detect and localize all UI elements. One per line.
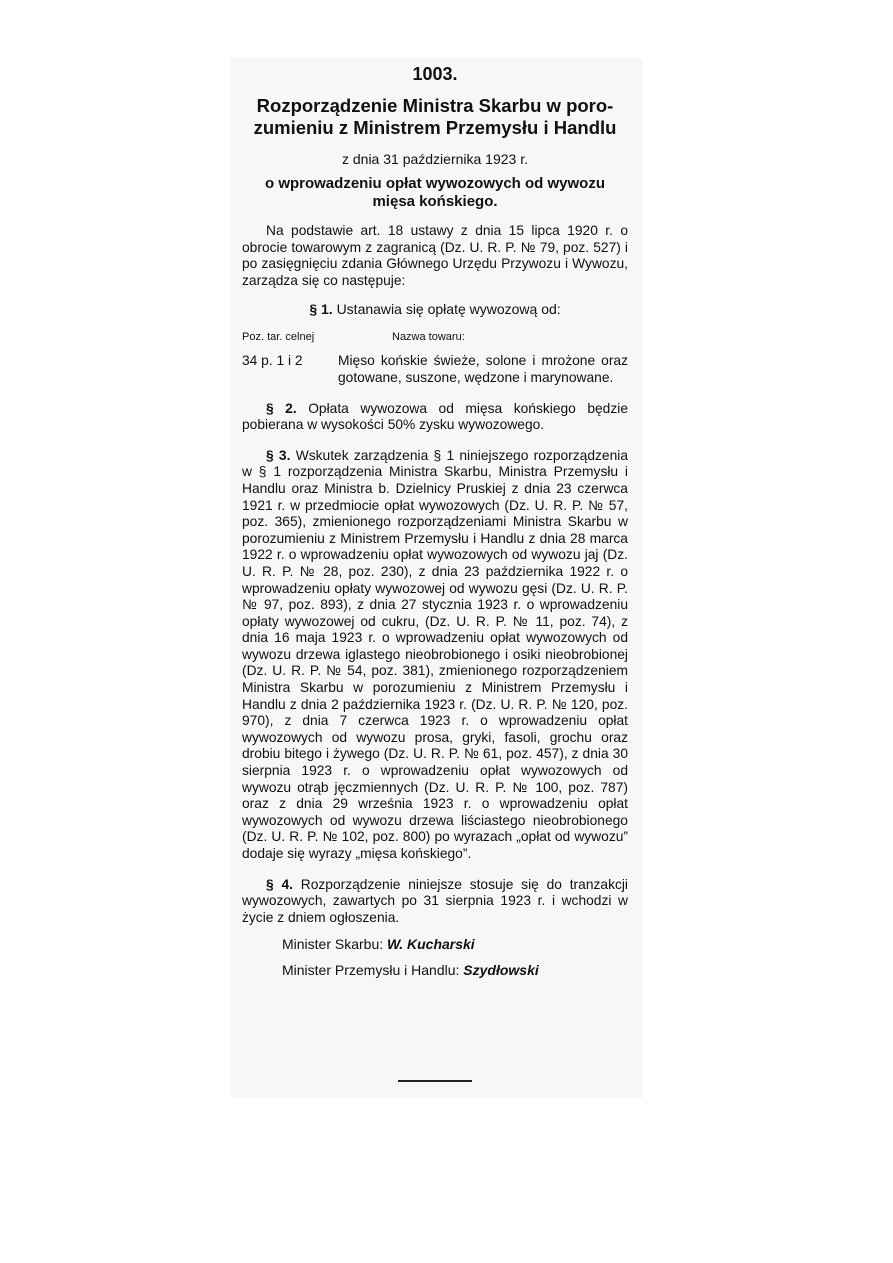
document-subject — [242, 175, 628, 211]
signature-industry-minister — [282, 962, 628, 978]
section-2-number: § 2. — [266, 400, 297, 416]
section-1-number: § 1. — [309, 301, 333, 318]
section-4-number: § 4. — [266, 876, 293, 892]
intro-paragraph: Na podstawie art. 18 ustawy z dnia 15 lipca 1920 r. o obrocie towarowym z zagranicą (Dz. U. R. P. № 79, poz. 527) i po zasięgnięciu zdania Głównego Urzędu Przywozu i Wywozu, zarządza się co następuje: — [242, 223, 628, 288]
section-3-number: § 3. — [266, 447, 291, 463]
signature-2-label: Minister Przemysłu i Handlu: — [282, 962, 460, 979]
document-title — [242, 95, 628, 139]
subject-line-1: o wprowadzeniu opłat wywozowych od wywozu — [264, 175, 605, 192]
section-4 — [242, 877, 628, 927]
header-goods-name: Nazwa towaru: — [392, 331, 465, 344]
signature-1-label: Minister Skarbu: — [282, 936, 384, 953]
section-3-text: Wskutek zarządzenia § 1 niniejszego rozporządzenia w § 1 rozporządzenia Ministra Skarbu, Ministra Przemysłu i Handlu oraz Ministra b. Dzielnicy Pruskiej z dnia 23 czerwca 1921 r. w przedmiocie opłat wywozowych (Dz. U. R. P. № 57, poz. 365), zmienionego rozporządzeniami Ministra Skarbu w porozumieniu z Ministrem Przemysłu i Handlu z dnia 28 marca 1922 r. o wprowadzeniu opłat wywozowych od wywozu jaj (Dz. U. R. P. № 28, poz. 230), z dnia 23 października 1922 r. o wprowadzeniu opłaty wywozowej od wywozu gęsi (Dz. U. R. P. № 97, poz. 893), z dnia 27 stycznia 1923 r. o wprowadzeniu opłaty wywozowej od cukru, (Dz. U. R. P. № 11, poz. 74), z dnia 16 maja 1923 r. o wprowadzeniu opłat wywozowych od wywozu drzewa iglastego nieobrobionego i osiki nieobrobionej (Dz. U. R. P. № 54, poz. 381), zmienionego rozporządzeniem Ministra Skarbu w porozumieniu z Ministrem Przemysłu i Handlu z dnia 2 października 1923 r. (Dz. U. R. P. № 120, poz. 970), z dnia 7 czerwca 1923 r. o wprowadzeniu opłat wywozowych od wywozu prosa, gryki, fasoli, grochu oraz drobiu bitego i żywego (Dz. U. R. P. № 61, poz. 457), z dnia 30 sierpnia 1923 r. o wprowadzeniu opłat wywozowych od wywozu otrąb jęczmiennych (Dz. U. R. P. № 100, poz. 787) oraz z dnia 29 września 1923 r. o wprowadzeniu opłat wywozowych od wywozu drzewa liściastego nieobrobionego (Dz. U. R. P. № 102, poz. 800) po wyrazach „opłat od wywozu” dodaje się wyrazy „mięsa końskiego”. — [242, 447, 628, 861]
title-line-1: Rozporządzenie Ministra Skarbu w poro- — [256, 95, 614, 116]
header-tariff-position: Poz. tar. celnej — [242, 331, 315, 344]
section-4-text: Rozporządzenie niniejsze stosuje się do tranzakcji wywozowych, zawartych po 31 sierpnia 1923 r. i wchodzi w życie z dniem ogłoszenia. — [242, 876, 628, 925]
signature-2-name: Szydłowski — [463, 962, 539, 979]
title-line-2: zumieniu z Ministrem Przemysłu i Handlu — [253, 117, 617, 138]
section-2 — [242, 401, 628, 434]
signature-1-name: W. Kucharski — [387, 936, 475, 953]
goods-description: Mięso końskie świeże, solone i mrożone oraz gotowane, suszone, wędzone i marynowane. — [338, 353, 628, 385]
section-1 — [242, 301, 628, 317]
tariff-table-header — [242, 331, 628, 343]
signature-finance-minister — [282, 936, 628, 952]
tariff-position: 34 p. 1 i 2 — [242, 353, 303, 369]
section-1-text: Ustanawia się opłatę wywozową od: — [336, 301, 561, 318]
closing-divider — [398, 1080, 472, 1082]
document-column — [242, 64, 628, 978]
document-date: z dnia 31 października 1923 r. — [341, 151, 528, 167]
section-2-text: Opłata wywozowa od mięsa końskiego będzie pobierana w wysokości 50% zysku wywozowego. — [242, 400, 628, 433]
tariff-table-row — [242, 353, 628, 386]
page-number: 1003. — [412, 64, 458, 84]
section-3 — [242, 448, 628, 863]
subject-line-2: mięsa końskiego. — [372, 193, 498, 210]
